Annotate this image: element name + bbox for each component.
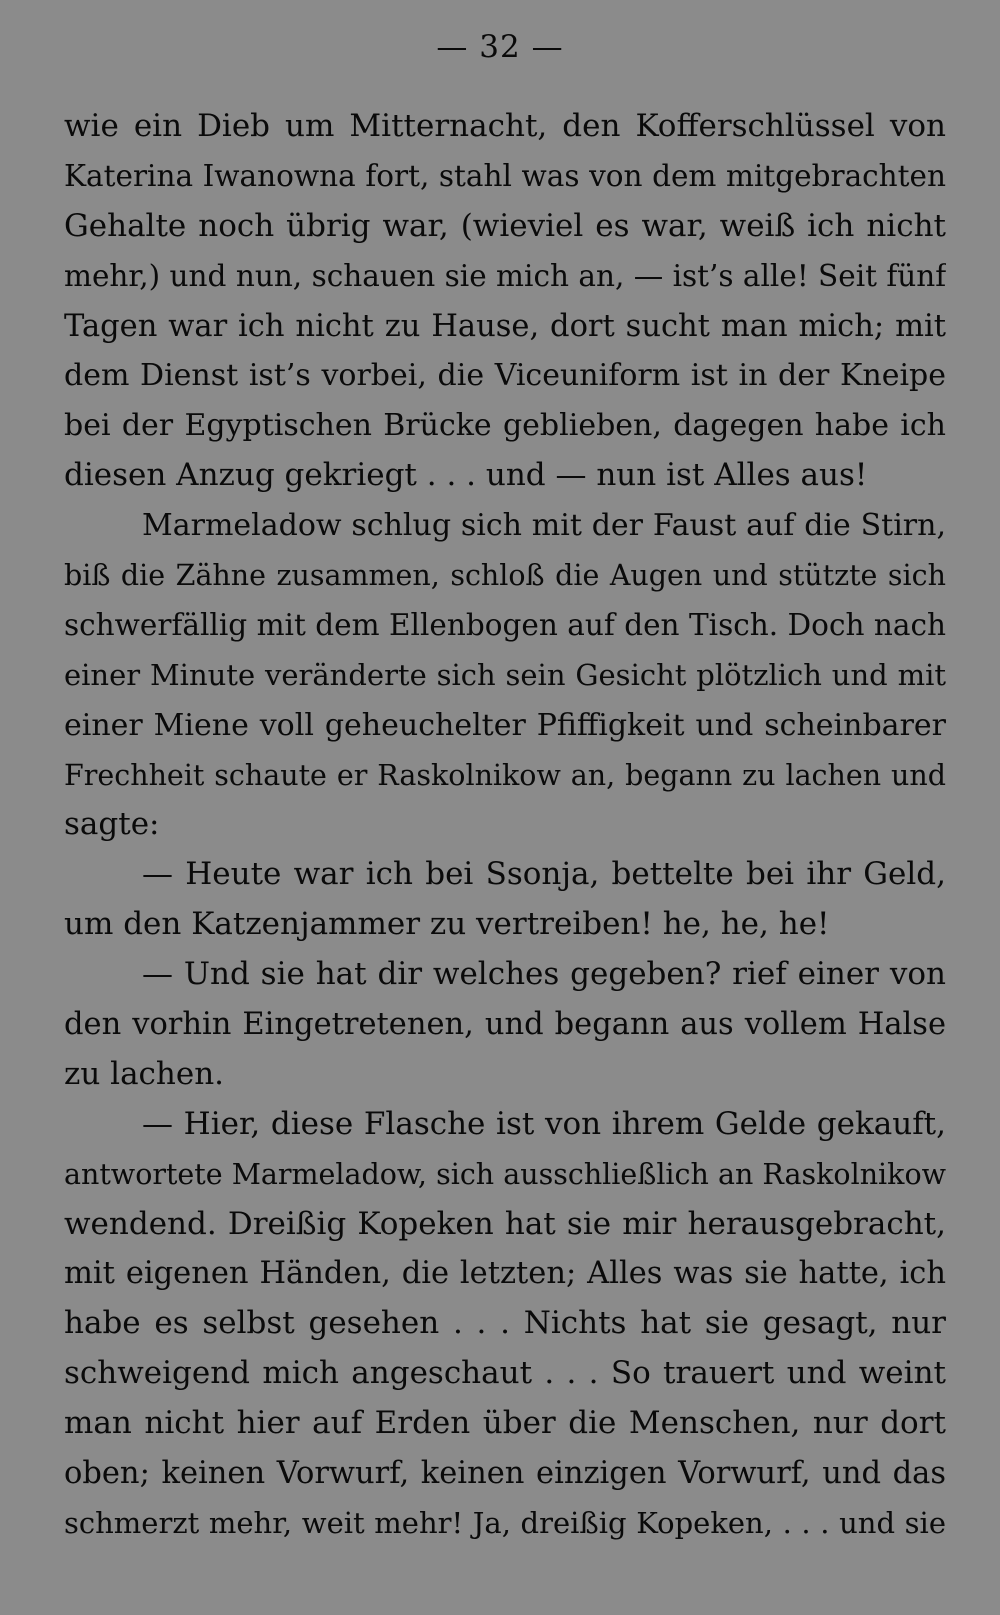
text-line: Marmeladow schlug sich mit der Faust auf die Stirn, <box>142 508 946 544</box>
text-line: wendend. Dreißig Kopeken hat sie mir herausgebracht, <box>64 1205 946 1242</box>
body-text <box>64 102 946 1549</box>
text-line: Gehalte noch übrig war, (wieviel es war, weiß ich nicht <box>64 207 946 244</box>
text-line: man nicht hier auf Erden über die Menschen, nur dort <box>64 1405 946 1442</box>
page-number: — 32 — <box>436 29 564 65</box>
text-line: — Hier, diese Flasche ist von ihrem Gelde gekauft, <box>142 1105 946 1142</box>
text-line: schmerzt mehr, weit mehr! Ja, dreißig Kopeken, . . . und sie <box>64 1505 946 1540</box>
text-line: Tagen war ich nicht zu Hause, dort sucht man mich; mit <box>64 308 946 344</box>
text-line: mehr,) und nun, schauen sie mich an, — ist’s alle! Seit fünf <box>64 258 946 293</box>
text-line: diesen Anzug gekriegt . . . und — nun ist Alles aus! <box>64 457 868 494</box>
text-line: wie ein Dieb um Mitternacht, den Kofferschlüssel von <box>64 108 946 144</box>
text-line: den vorhin Eingetretenen, und begann aus vollem Halse <box>64 1007 946 1043</box>
text-line: Katerina Iwanowna fort, stahl was von dem mitgebrachten <box>64 158 946 193</box>
text-line: oben; keinen Vorwurf, keinen einzigen Vorwurf, und das <box>64 1456 946 1492</box>
text-line: um den Katzenjammer zu vertreiben! he, he, he! <box>64 906 830 943</box>
text-line: einer Miene voll geheuchelter Pfiffigkeit und scheinbarer <box>64 707 946 743</box>
text-line: mit eigenen Händen, die letzten; Alles was sie hatte, ich <box>64 1256 946 1292</box>
text-line: — Heute war ich bei Ssonja, bettelte bei ihr Geld, <box>142 856 946 893</box>
text-line: schwerfällig mit dem Ellenbogen auf den Tisch. Doch nach <box>64 607 946 642</box>
text-line: antwortete Marmeladow, sich ausschließlich an Raskolnikow <box>64 1157 946 1191</box>
text-line: einer Minute veränderte sich sein Gesicht plötzlich und mit <box>64 657 946 692</box>
text-line: sagte: <box>64 806 160 843</box>
text-line: Frechheit schaute er Raskolnikow an, begann zu lachen und <box>64 758 946 792</box>
text-line: schweigend mich angeschaut . . . So trauert und weint <box>64 1355 946 1392</box>
text-line: dem Dienst ist’s vorbei, die Viceuniform ist in der Kneipe <box>64 358 946 394</box>
text-line: bei der Egyptischen Brücke geblieben, dagegen habe ich <box>64 408 946 444</box>
text-line: zu lachen. <box>64 1055 225 1092</box>
text-line: habe es selbst gesehen . . . Nichts hat sie gesagt, nur <box>64 1305 946 1342</box>
text-line: biß die Zähne zusammen, schloß die Augen und stützte sich <box>64 559 946 593</box>
text-line: — Und sie hat dir welches gegeben? rief einer von <box>142 956 946 993</box>
